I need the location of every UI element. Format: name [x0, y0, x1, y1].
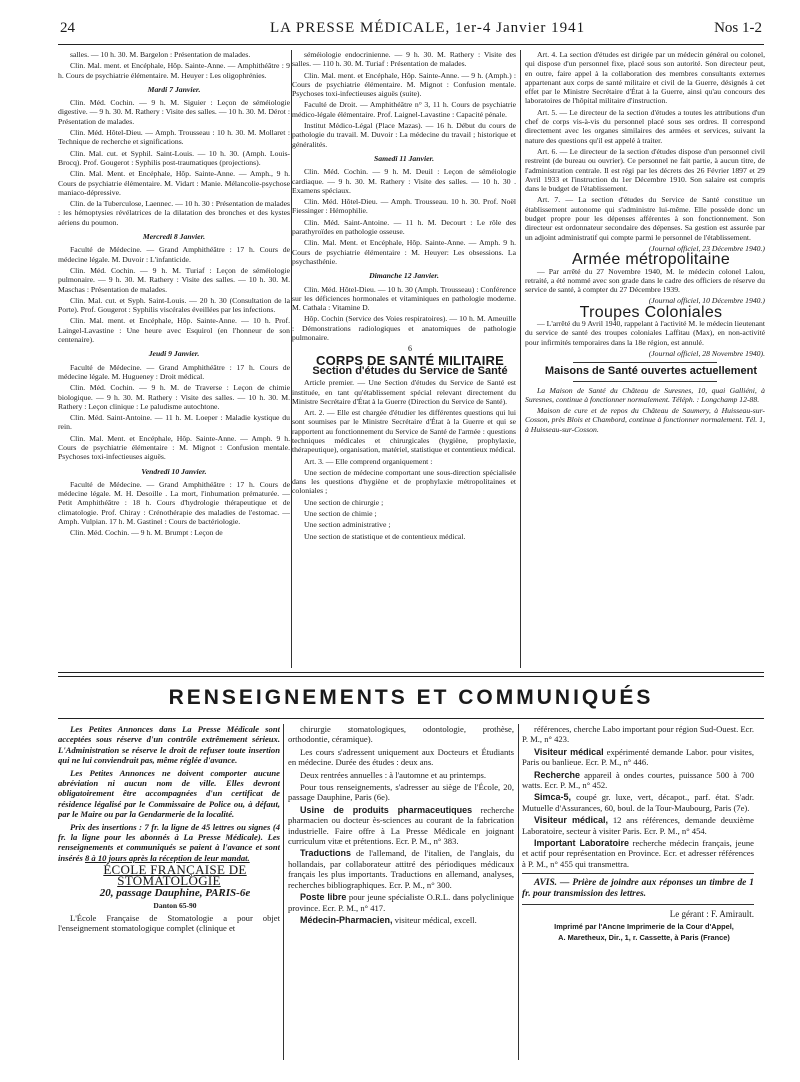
ad-text: recherche médecin français, jeune et actif pour représentation en Province. Ecr. et adresser références à P. M., n° 455 qui transmettra. — [522, 838, 754, 869]
armee-heading: Armée métropolitaine — [571, 251, 731, 269]
notice: Les Petites Annonces ne doivent comporter aucune abréviation ni aucun nom de ville. Elles devront obligatoirement être accompagnées d'un certificat de résidence légalisé par le Commissaire de Police ou, à défaut, par le Maire ou par la Gendarmerie de la localité. — [58, 767, 280, 820]
ecole-phone: Danton 65-90 — [153, 900, 197, 910]
classified-ad — [522, 815, 754, 836]
day-heading: Vendredi 10 Janvier. — [141, 466, 207, 476]
paragraph: Clin. Méd. Cochin. — 9 h. M. Siguier : Leçon de séméiologie digestive. — 9 h. 30. M. Rathery : Visite des salles. — 10 h. 30. M. Dérot : Présentation de malades. — [58, 98, 290, 126]
notice-delay: 8 à 10 jours après la réception de leur mandat. — [84, 852, 250, 863]
renseignements-heading: RENSEIGNEMENTS ET COMMUNIQUÉS — [168, 686, 654, 709]
notices-column-3 — [522, 724, 754, 1064]
paragraph: Clin. Méd. Cochin. — 9 h. M. de Traverse : Leçon de chimie biologique. — 9 h. 30. M. Rathery : Visite des salles. — 10 h. 30. M. Rathery : Leçon clinique : Le paludisme autochtone. — [58, 383, 290, 411]
paragraph: Faculté de Droit. — Amphithéâtre n° 3, 11 h. Cours de psychiatrie médico-légale élémentaire. Prof. Laignel-Lavastine : Capacité pénale. — [292, 100, 516, 119]
section-mark: 6 — [408, 344, 412, 354]
classified-ad — [288, 848, 514, 890]
gerant-signature: Le gérant : F. Amirault. — [669, 909, 754, 920]
paragraph: Clin. Méd. Cochin. — 9 h. M. Brumpt : Leçon de — [70, 528, 223, 538]
paragraph: Pour tous renseignements, s'adresser au siège de l'École, 20, passage Dauphine, Paris (6e). — [288, 782, 514, 803]
paragraph: Faculté de Médecine. — Grand Amphithéâtre : 17 h. Cours de médecine légale. M. Hugueney : Droit médical. — [58, 362, 290, 381]
article: Art. 7. — La section d'études du Service de Santé constitue un établissement autonome qui s'administre lui-même. Elle possède donc un budget propre pour les dépenses afférentes à son fonctionnement. Son directeur est ordonnateur secondaire des dépenses. Sa gestion est assurée par un adjoint administratif qui compte parmi le personnel de l'établissement. — [525, 195, 765, 242]
column-divider — [283, 724, 284, 1060]
ecole-heading: ÉCOLE FRANÇAISE DE STOMATOLOGIE — [103, 862, 247, 888]
ad-heading: Médecin-Pharmacien, — [300, 914, 393, 925]
paragraph: Institut Médico-Légal (Place Mazas). — 16 h. Début du cours de pathologie du travail. M. Duvoir : La médecine du travail ; historique et généralités. — [292, 121, 516, 149]
paragraph: Clin. Mal. cut. et Syph. Saint-Louis. — 20 h. 30 (Consultation de la Porte). Prof. Gougerot : Syphilis viscérales éveillées par les infections. — [58, 295, 290, 315]
paragraph: Faculté de Médecine. — Grand Amphithéâtre : 17 h. Cours de médecine légale. M. Duvoir : L'infanticide. — [58, 245, 290, 264]
paragraph: Clin. Mal. Ment. et Encéphale, Hôp. Sainte-Anne. — Amph. 9 h. Cours de psychiatrie élémentaire : M. Mignot : Confusion mentale. Psychoses toxi-infectieuses aiguës. — [58, 433, 290, 462]
band-rule — [58, 718, 764, 719]
printer-line: A. Maretheux, Dir., 1, r. Cassette, à Paris (France) — [558, 932, 730, 942]
classified-ad — [288, 805, 514, 847]
corps-sante-heading: CORPS DE SANTÉ MILITAIRE — [315, 352, 504, 368]
page-header — [60, 20, 762, 42]
classified-ad — [288, 915, 514, 925]
source-citation: (Journal officiel, 28 Novembre 1940). — [648, 348, 765, 358]
ad-text: visiteur médical, excell. — [392, 914, 477, 925]
article: Une section administrative ; — [304, 520, 391, 530]
divider — [573, 362, 717, 363]
notices-column-2 — [288, 724, 514, 1064]
military-column-3 — [525, 50, 765, 672]
day-heading: Mercredi 8 Janvier. — [142, 232, 206, 242]
article: Art. 2. — Elle est chargée d'étudier les différentes questions qui lui sont soumises par le Ministre Secrétaire d'État à la Guerre et qui se rapportent au fonctionnement du Service de Santé de l'armée : questions techniques médicales et chirurgicales (hygiène, prophylaxie, thérapeutique), organisation, matériel, statistique et contentieux médical. — [292, 408, 516, 455]
journal-title: LA PRESSE MÉDICALE, 1er-4 Janvier 1941 — [270, 20, 586, 36]
paragraph: Maison de cure et de repos du Château de Saumery, à Huisseau-sur-Cosson, près Blois et Chambord, continue à fonctionner normalement. Tél. 1, à Huisseau-sur-Cosson. — [525, 406, 765, 434]
ad-heading: Poste libre — [300, 892, 347, 903]
divider — [522, 873, 754, 874]
divider — [573, 381, 717, 382]
notices-column-1 — [58, 724, 280, 1064]
paragraph: Clin. Méd. Cochin. — 9 h. M. Turiaf : Leçon de séméiologie pulmonaire. — 9 h. 30. M. Rathery : Visite des salles. — 10 h. 30. M. Maschas : Présentation de malades. — [58, 265, 290, 294]
paragraph: Clin. Mal. Ment. et Encéphale, Hôp. Sainte-Anne. — Amph., 9 h. Cours de psychiatrie élémentaire. M. Vidart : Manie. Mélancolie-psychose maniaco-dépressive. — [58, 169, 290, 197]
day-heading: Samedi 11 Janvier. — [373, 153, 434, 163]
paragraph: séméiologie endocrinienne. — 9 h. 30. M. Rathery : Visite des salles. — 110 h. 30. M. Turiaf : Présentation de malades. — [292, 50, 516, 69]
notice-prices: Prix des insertions : 7 fr. la ligne de 45 lettres ou signes (4 fr. la ligne pour les abonnés à La Presse Médicale). Les renseignements et communiqués se paient à l'avance et sont insérés — [58, 821, 280, 863]
schedule-column-1 — [58, 50, 290, 672]
day-heading: Jeudi 9 Janvier. — [148, 349, 200, 359]
article: Art. 6. — Le directeur de la section d'études dispose d'un personnel civil restreint (de bureau ou ouvrier). Ce personnel ne fait partie, à aucun titre, de l'administration centrale. Il est régi par les décrets des 26 Février 1897 et 29 Avril 1933 et l'instruction du 1er Décembre 1910. Son salaire est compris dans le budget de l'établissement. — [525, 146, 765, 194]
paragraph: Deux rentrées annuelles : à l'automne et au printemps. — [300, 769, 487, 780]
ad-text: appareil à ondes courtes, puissance 500 à 700 watts. Ecr. P. M., n° 452. — [522, 769, 754, 791]
ecole-address: 20, passage Dauphine, PARIS-6e — [99, 887, 251, 900]
column-divider — [520, 50, 521, 668]
day-heading: Mardi 7 Janvier. — [147, 84, 201, 94]
paragraph: Clin. Méd. Hôtel-Dieu. — Amph. Trousseau. 10 h. 30. Prof. Noël Fiessinger : Hémophilie. — [292, 197, 516, 216]
page-number: 24 — [60, 20, 75, 36]
ad-text: expérimenté demande Labor. pour visites, Paris ou banlieue. Ecr. P. M., n° 446. — [522, 746, 754, 768]
paragraph: Hôp. Cochin (Service des Voies respiratoires). — 10 h. M. Ameuille : Démonstrations radiologiques et anatomiques de pathologie pulmonaire. — [292, 314, 516, 343]
divider — [522, 904, 754, 905]
notice — [58, 822, 280, 864]
classified-ad — [522, 747, 754, 768]
classified-ad — [522, 792, 754, 813]
header-rule — [58, 44, 764, 45]
paragraph: Faculté de Médecine. — Grand Amphithéâtre : 17 h. Cours de médecine légale. M. H. Desoille . La mort, l'inhumation prématurée. — Petit Amphithéâtre : 18 h. Cours d'hydrologie thérapeutique et de climatologie. Prof. Chiray : Crénothérapie des maladies de l'estomac. — Amph. Vulpian. 17 h. M. Gastinel : Cours de bactériologie. — [58, 479, 290, 527]
band-rule — [58, 672, 764, 673]
ad-heading: Traductions — [300, 848, 352, 859]
article: Une section de médecine comportant une sous-direction spécialisée dans les questions d'hygiène et de prophylaxie métropolitaines et coloniales ; — [292, 467, 516, 496]
source-citation: (Journal officiel, 23 Décembre 1940.) — [648, 243, 765, 253]
paragraph: Les cours s'adressent uniquement aux Docteurs et Étudiants en médecine. Durée des études : deux ans. — [288, 746, 514, 768]
ad-heading: Usine de produits pharmaceutiques — [300, 804, 473, 815]
article: Article premier. — Une Section d'études du Service de Santé est instituée, en tant qu'établissement spécial relevant directement du Ministre Secrétaire d'État à la Guerre (Direction du Service de Santé). — [292, 378, 516, 406]
avis-notice: AVIS. — Prière de joindre aux réponses un timbre de 1 fr. pour transmission des lettres. — [522, 878, 754, 900]
ad-text: 12 ans références, demande deuxième Laboratoire, secteur à visiter Paris. Ecr. P. M., n° 454. — [522, 815, 754, 836]
paragraph: salles. — 10 h. 30. M. Bargelon : Présentation de malades. — [70, 50, 251, 59]
ad-heading: Recherche — [534, 769, 581, 780]
ad-text: de l'allemand, de l'italien, de l'anglais, du hollandais, par collaborateur attitré des périodiques médicaux français les plus importants. Traductions en allemand, analyses, recherches bibliographiques. Ecr. P. M., n° 300. — [288, 848, 514, 890]
ad-heading: Important Laboratoire — [534, 838, 629, 849]
article: Une section de chirurgie ; — [304, 497, 384, 507]
paragraph: — L'arrêté du 9 Avril 1940, rappelant à l'activité M. le médecin lieutenant du service de santé des troupes coloniales Laffitau (Max), en non-activité pour infirmités temporaires dans la 18e région, est annulé. — [525, 319, 765, 347]
article: Art. 3. — Elle comprend organiquement : — [304, 456, 433, 466]
ad-heading: Visiteur médical — [534, 746, 604, 757]
article: Art. 4. La section d'études est dirigée par un médecin général ou colonel, qui dispose d'un personnel fixe, placé sous son autorité. Son directeur peut, en outre, faire appel à la collaboration des membres consultants externes appartenant aux corps de santé militaire et civil de la Guerre, désignés à cet effet par le Ministre Secrétaire d'État à la Guerre, ainsi qu'au concours des laboratoires de l'hôpital militaire d'instruction. — [525, 50, 765, 106]
paragraph: Clin. Mal. ment. et Encéphale, Hôp. Sainte-Anne. — 9 h. (Amph.) : Cours de psychiatrie élémentaire. M. Mignot : Confusion mentale. Psychoses toxi-infectieuses aiguës (suite). — [292, 70, 516, 99]
ad-heading: Simca-5, — [534, 792, 572, 803]
paragraph: Clin. Méd. Saint-Antoine. — 11 h. M. Loeper : Maladie kystique du rein. — [58, 413, 290, 432]
classified-ad — [522, 838, 754, 869]
issue-number: Nos 1-2 — [714, 20, 762, 36]
column-divider — [518, 724, 519, 1060]
ad-text: pour jeune spécialiste O.R.L. dans polyclinique province. Ecr. P. M., n° 417. — [288, 892, 514, 913]
paragraph: chirurgie stomatologiques, odontologie, prothèse, orthodontie, céramique). — [288, 724, 514, 745]
paragraph: Clin. Méd. Saint-Antoine. — 11 h. M. Decourt : Le rôle des parathyroïdes en pathologie osseuse. — [292, 217, 516, 237]
paragraph: Clin. Méd. Cochin. — 9 h. M. Deuil : Leçon de séméiologie cardiaque. — 9 h. 30. M. Rathery : Visite des salles. — 10 h. 30 . Examens spéciaux. — [292, 167, 516, 195]
paragraph: L'École Française de Stomatologie a pour objet l'enseignement stomatologique complet (clinique et — [58, 912, 280, 934]
paragraph: Clin. Mal. cut. et Syphil. Saint-Louis. — 10 h. 30. (Amph. Louis-Brocq). Prof. Gougerot : Syphilis post-traumatiques (projections). — [58, 148, 290, 167]
paragraph: Clin. de la Tuberculose, Laennec. — 10 h. 30 : Présentation de malades : les hémoptysies révélatrices de la dilatation des bronches et des kystes aériens du poumon. — [58, 199, 290, 227]
article: Art. 5. — Le directeur de la section d'études a toutes les attributions d'un chef de corps vis-à-vis du personnel placé sous ses ordres. Il correspond directement avec les organes similaires des armées et services, suivant la nature des questions qu'il est appelé à traiter. — [525, 107, 765, 145]
section-etudes-heading: Section d'études du Service de Santé — [312, 364, 508, 377]
paragraph: Clin. Mal. Ment. et Encéphale, Hôp. Sainte-Anne. — Amph. 9 h. Cours de psychiatrie élémentaire : M. Heuyer: Les obsessions. La psychasthénie. — [292, 238, 516, 266]
ad-text: recherche pharmacien ou docteur ès-sciences au courant de la fabrication industrielle. Faire offre à La Presse Médicale en joignant curriculum vitæ et prétentions. Ecr. P. M., n° 383. — [288, 804, 514, 847]
ad-heading: Visiteur médical, — [534, 815, 609, 826]
classified-ad — [288, 892, 514, 913]
classified-ad — [522, 770, 754, 791]
paragraph: Clin. Mal. ment. et Encéphale, Hôp. Sainte-Anne. — 10 h. Prof. Laingel-Lavastine : Une heure avec Esquirol (en l'honneur de son centenaire). — [58, 316, 290, 345]
paragraph: Clin. Méd. Hôtel-Dieu. — 10 h. 30 (Amph. Trousseau) : Conférence sur les déficiences hormonales et vitaminiques en pathologie moderne. M. Cathala : Vitamine D. — [292, 284, 516, 313]
article: Une section de statistique et de contentieux médical. — [304, 531, 466, 541]
schedule-column-2 — [292, 50, 516, 672]
paragraph: La Maison de Santé du Château de Suresnes, 10, quai Galliéni, à Suresnes, continue à fonctionner normalement. Téléph. : Longchamp 12-88. — [525, 385, 765, 404]
source-citation: (Journal officiel, 10 Décembre 1940.) — [648, 296, 765, 306]
day-heading: Dimanche 12 Janvier. — [369, 271, 439, 281]
ad-text: coupé gr. luxe, vert, décapot., parf. état. S'adr. Mutuelle d'Assurances, 60, boul. de la Tour-Maubourg, Paris (7e). — [522, 792, 754, 813]
article: Une section de chimie ; — [304, 509, 377, 519]
paragraph: — Par arrêté du 27 Novembre 1940, M. le médecin colonel Lalou, retraité, a été nommé avec son grade dans le cadre des officiers de réserve du service de santé, à compter du 27 Décembre 1939. — [525, 266, 765, 295]
maisons-heading: Maisons de Santé ouvertes actuellement — [544, 365, 758, 378]
notice: Les Petites Annonces dans La Presse Médicale sont acceptées sous réserve d'un contrôle extrêmement sérieux. L'Administration se réserve le droit de refuser toute insertion qui ne lui conviendrait pas, même réglée d'avance. — [58, 724, 280, 766]
printer-line: Imprimé par l'Ancne Imprimerie de la Cour d'Appel, — [554, 921, 734, 931]
paragraph: références, cherche Labo important pour région Sud-Ouest. Ecr. P. M., n° 423. — [522, 724, 754, 745]
troupes-heading: Troupes Coloniales — [579, 303, 723, 321]
paragraph: Clin. Méd. Hôtel-Dieu. — Amph. Trousseau : 10 h. 30. M. Mollaret : Technique de recherche et significations. — [58, 128, 290, 147]
band-rule — [58, 676, 764, 677]
paragraph: Clin. Mal. ment. et Encéphale, Hôp. Sainte-Anne. — Amphithéâtre : 9 h. Cours de psychiatrie élémentaire. M. Heuyer : Les oligophrénies. — [58, 61, 290, 80]
